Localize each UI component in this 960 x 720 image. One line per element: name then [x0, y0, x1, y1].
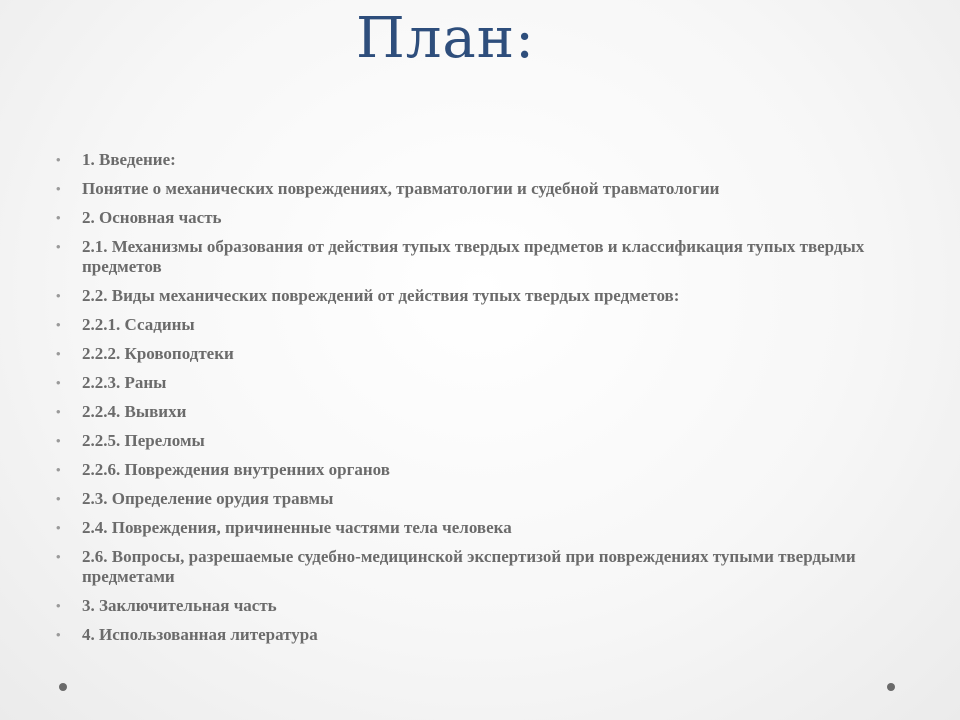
- list-item-text: 4. Использованная литература: [82, 625, 318, 644]
- list-item: [56, 179, 876, 199]
- list-item: [56, 460, 876, 480]
- list-item-text: 2.2.4. Вывихи: [82, 402, 187, 421]
- list-item: [56, 547, 876, 587]
- list-item: [56, 286, 876, 306]
- list-item-text: 2.3. Определение орудия травмы: [82, 489, 334, 508]
- list-item-text: 2.2.3. Раны: [82, 373, 167, 392]
- list-item: [56, 431, 876, 451]
- bullet-icon: •: [56, 433, 61, 448]
- decorative-dot-left: [59, 683, 67, 691]
- bullet-icon: •: [56, 152, 61, 167]
- list-item: [56, 315, 876, 335]
- bullet-icon: •: [56, 520, 61, 535]
- bullet-icon: •: [56, 627, 61, 642]
- bullet-icon: •: [56, 549, 61, 564]
- list-item-text: 2.1. Механизмы образования от действия тупых твердых предметов и классификация тупых твердых предметов: [82, 237, 865, 276]
- list-item: [56, 208, 876, 228]
- list-item: [56, 150, 876, 170]
- list-item-text: 2. Основная часть: [82, 208, 222, 227]
- list-item: [56, 596, 876, 616]
- slide-title: План:: [356, 6, 535, 71]
- list-item-text: 2.6. Вопросы, разрешаемые судебно-медицинской экспертизой при повреждениях тупыми твердыми предметами: [82, 547, 856, 586]
- bullet-icon: •: [56, 181, 61, 196]
- plan-list: [56, 150, 876, 654]
- list-item-text: 2.4. Повреждения, причиненные частями тела человека: [82, 518, 512, 537]
- bullet-icon: •: [56, 598, 61, 613]
- decorative-dot-right: [887, 683, 895, 691]
- list-item-text: Понятие о механических повреждениях, травматологии и судебной травматологии: [82, 179, 720, 198]
- list-item: [56, 402, 876, 422]
- bullet-icon: •: [56, 491, 61, 506]
- list-item-text: 3. Заключительная часть: [82, 596, 277, 615]
- bullet-icon: •: [56, 317, 61, 332]
- list-item: [56, 625, 876, 645]
- bullet-icon: •: [56, 210, 61, 225]
- list-item: [56, 237, 876, 277]
- list-item: [56, 518, 876, 538]
- list-item-text: 2.2.1. Ссадины: [82, 315, 195, 334]
- list-item-text: 2.2.5. Переломы: [82, 431, 205, 450]
- list-item-text: 1. Введение:: [82, 150, 176, 169]
- bullet-icon: •: [56, 375, 61, 390]
- bullet-icon: •: [56, 288, 61, 303]
- bullet-icon: •: [56, 404, 61, 419]
- list-item-text: 2.2. Виды механических повреждений от действия тупых твердых предметов:: [82, 286, 680, 305]
- list-item-text: 2.2.6. Повреждения внутренних органов: [82, 460, 390, 479]
- bullet-icon: •: [56, 239, 61, 254]
- bullet-icon: •: [56, 346, 61, 361]
- list-item: [56, 373, 876, 393]
- list-item: [56, 489, 876, 509]
- list-item: [56, 344, 876, 364]
- bullet-icon: •: [56, 462, 61, 477]
- list-item-text: 2.2.2. Кровоподтеки: [82, 344, 234, 363]
